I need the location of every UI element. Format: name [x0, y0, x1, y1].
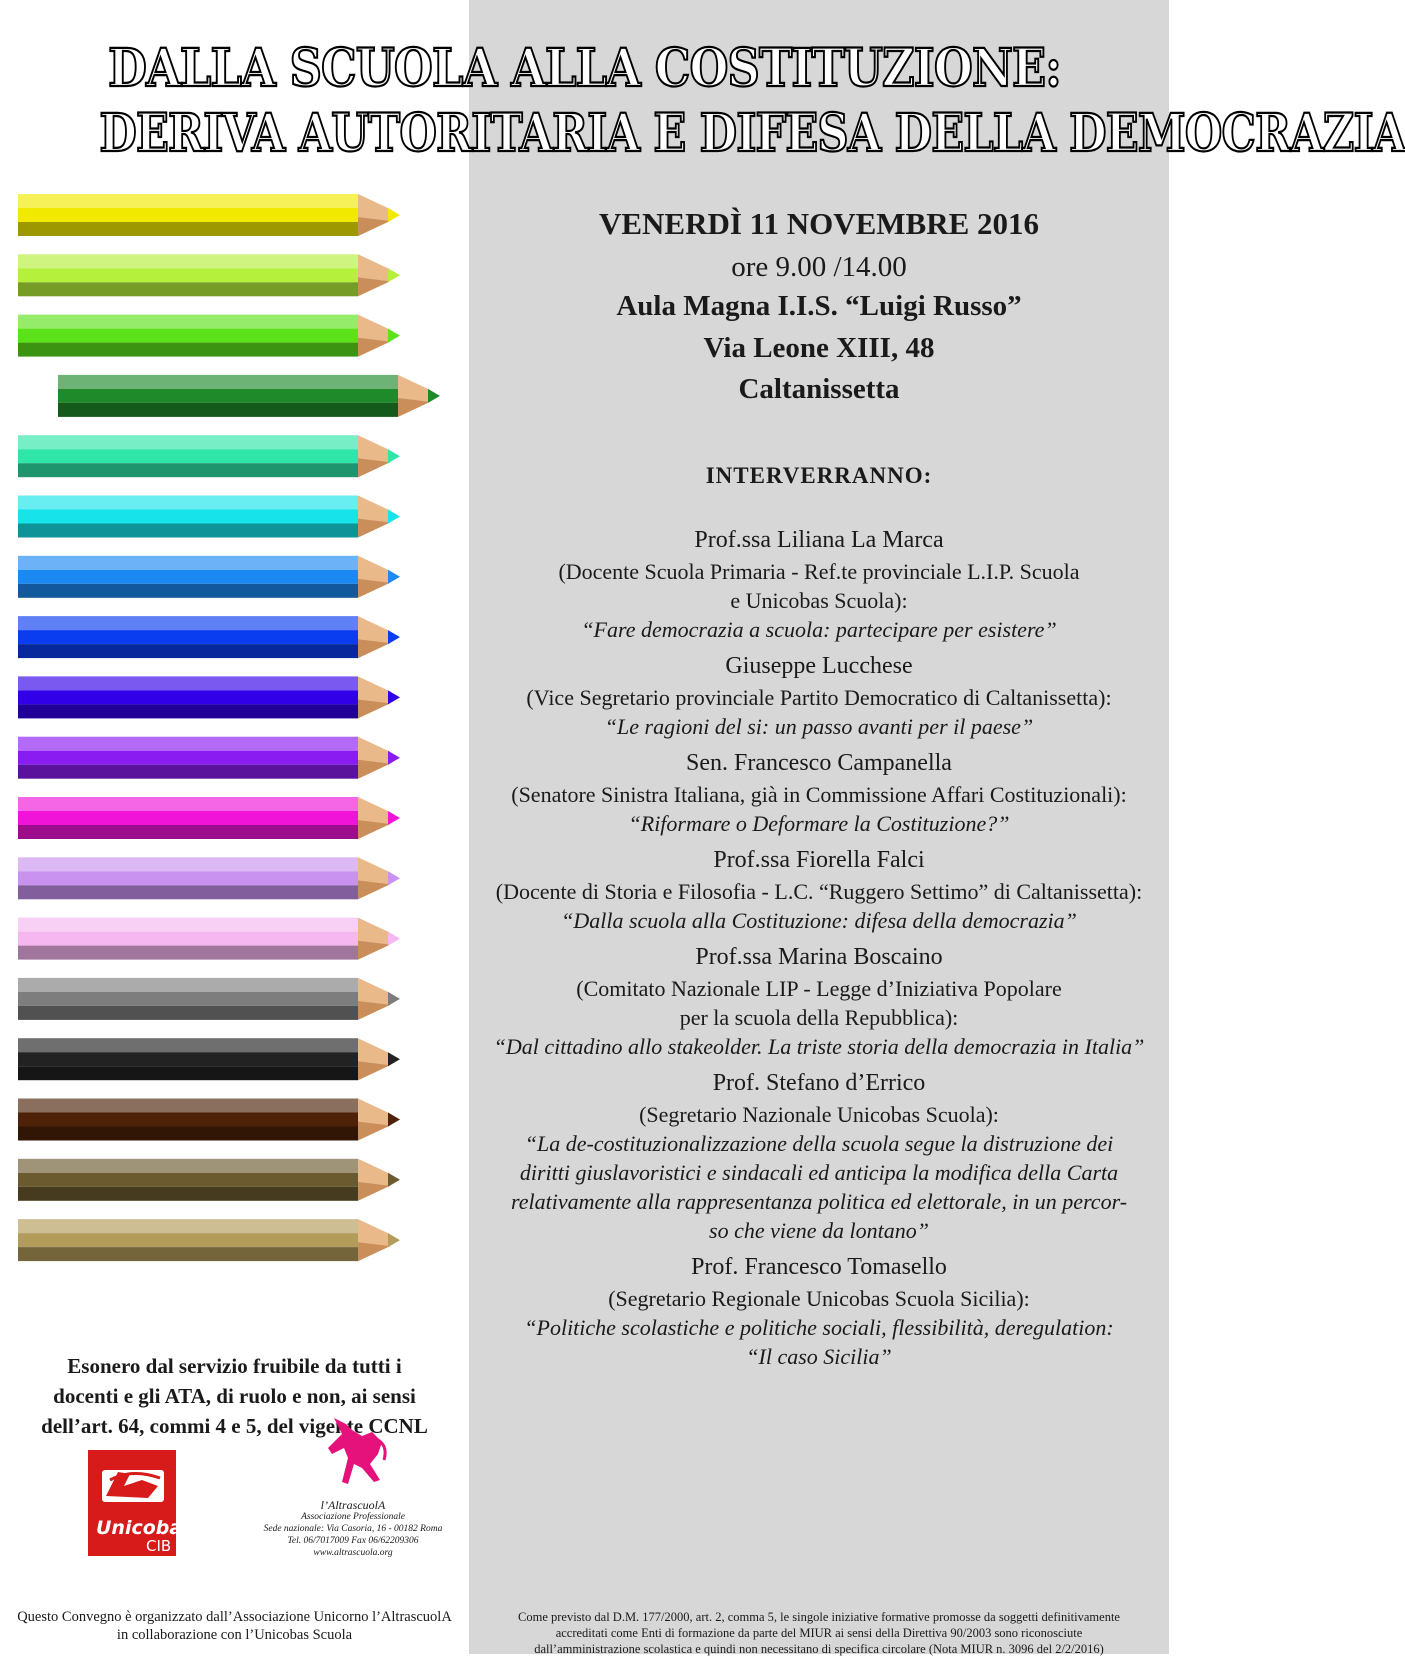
event-city: Caltanissetta — [738, 373, 900, 405]
pencil — [18, 616, 400, 658]
speaker-block — [469, 1067, 1169, 1245]
pencils-illustration — [0, 200, 469, 1350]
speaker-block — [469, 844, 1169, 935]
altrascuola-line: Sede nazionale: Via Casoria, 16 - 00182 Roma — [263, 1524, 443, 1534]
speaker-name: Prof.ssa Fiorella Falci — [713, 847, 925, 873]
speakers-list — [469, 524, 1169, 1377]
pencil — [18, 1219, 400, 1261]
pencil — [18, 918, 400, 960]
pencil — [18, 315, 400, 357]
unicobas-wordmark: Unicobas — [96, 1517, 194, 1539]
speaker-role: (Docente di Storia e Filosofia - L.C. “Ruggero Settimo” di Caltanissetta): — [495, 879, 1143, 904]
exemption-line: docenti e gli ATA, di ruolo e non, ai sensi — [53, 1384, 416, 1408]
event-venue: Aula Magna I.I.S. “Luigi Russo” — [616, 290, 1022, 322]
exemption-line: dell’art. 64, commi 4 e 5, del vigente CCNL — [41, 1414, 428, 1438]
poster-title-line1: DALLA SCUOLA ALLA COSTITUZIONE: — [108, 38, 1061, 99]
footnote-line: dall’amministrazione scolastica e quindi non necessitano di specifica circolare (Nota MIUR n. 3096 del 2/2/2016) — [534, 1642, 1104, 1656]
speaker-block — [469, 747, 1169, 838]
speaker-role: (Segretario Nazionale Unicobas Scuola): — [639, 1102, 999, 1127]
speaker-name: Prof. Stefano d’Errico — [712, 1070, 926, 1096]
speaker-talk-title: “Dalla scuola alla Costituzione: difesa della democrazia” — [561, 908, 1077, 933]
footnote-line: accreditati come Enti di formazione da parte del MIUR ai sensi della Direttiva 90/2003 sono riconosciute — [555, 1626, 1083, 1640]
legal-footnote — [469, 1609, 1169, 1657]
unicorn-icon — [322, 1410, 392, 1495]
footnote-line: Come previsto dal D.M. 177/2000, art. 2, comma 5, le singole iniziative formative promosse da soggetti definitivamente — [518, 1610, 1120, 1624]
speaker-role: (Docente Scuola Primaria - Ref.te provinciale L.I.P. Scuola — [558, 559, 1080, 584]
speaker-talk-title: “Riformare o Deformare la Costituzione?” — [628, 811, 1010, 836]
organizer-line: Questo Convegno è organizzato dall’Associazione Unicorno l’AltrascuolA — [17, 1609, 452, 1625]
event-address: Via Leone XIII, 48 — [703, 332, 935, 364]
poster-title-line2: DERIVA AUTORITARIA E DIFESA DELLA DEMOCRAZIA — [99, 103, 1405, 164]
speaker-talk-title: relativamente alla rappresentanza politica ed elettorale, in un percor- — [510, 1189, 1128, 1214]
pencil — [18, 797, 400, 839]
speaker-block — [469, 941, 1169, 1061]
altrascuola-line: Tel. 06/7017009 Fax 06/62209306 — [287, 1536, 419, 1546]
speaker-role: (Segretario Regionale Unicobas Scuola Sicilia): — [608, 1286, 1030, 1311]
pencil — [18, 1159, 400, 1201]
speaker-name: Sen. Francesco Campanella — [686, 750, 952, 776]
speaker-role: e Unicobas Scuola): — [730, 588, 908, 613]
speaker-talk-title: “Il caso Sicilia” — [746, 1344, 892, 1369]
unicobas-logo — [88, 1450, 194, 1556]
pencil — [18, 676, 400, 718]
speaker-block — [469, 650, 1169, 741]
speaker-talk-title: diritti giuslavoristici e sindacali ed anticipa la modifica della Carta — [519, 1160, 1119, 1185]
speaker-talk-title: “Fare democrazia a scuola: partecipare per esistere” — [581, 617, 1057, 642]
speakers-heading: INTERVERRANNO: — [705, 463, 933, 488]
pencil — [18, 1038, 400, 1080]
altrascuola-website: www.altrascuola.org — [313, 1548, 393, 1558]
speaker-name: Prof.ssa Marina Boscaino — [695, 944, 943, 970]
speaker-talk-title: “Le ragioni del si: un passo avanti per il paese” — [604, 714, 1034, 739]
speaker-name: Prof.ssa Liliana La Marca — [694, 527, 944, 553]
pencil — [18, 857, 400, 899]
pencil — [18, 556, 400, 598]
speaker-role: (Comitato Nazionale LIP - Legge d’Iniziativa Popolare — [576, 976, 1062, 1001]
speaker-talk-title: “Dal cittadino allo stakeolder. La triste storia della democrazia in Italia” — [493, 1034, 1145, 1059]
speaker-talk-title: “La de-costituzionalizzazione della scuola segue la distruzione dei — [524, 1131, 1114, 1156]
speaker-role: per la scuola della Repubblica): — [679, 1005, 959, 1030]
speaker-name: Prof. Francesco Tomasello — [691, 1254, 947, 1280]
organizer-line: in collaborazione con l’Unicobas Scuola — [116, 1627, 353, 1643]
speaker-role: (Vice Segretario provinciale Partito Democratico di Caltanissetta): — [526, 685, 1112, 710]
speaker-block — [469, 1251, 1169, 1371]
pencil — [18, 496, 400, 538]
event-time: ore 9.00 /14.00 — [731, 251, 907, 283]
unicobas-cib: CIB — [146, 1537, 172, 1555]
altrascuola-name: l’AltrascuolA — [320, 1498, 386, 1512]
pencil — [18, 978, 400, 1020]
event-date: VENERDÌ 11 NOVEMBRE 2016 — [598, 206, 1040, 241]
speaker-name: Giuseppe Lucchese — [725, 653, 913, 679]
speaker-talk-title: “Politiche scolastiche e politiche sociali, flessibilità, deregulation: — [524, 1315, 1114, 1340]
pencil — [18, 254, 400, 296]
speaker-block — [469, 524, 1169, 644]
speaker-role: (Senatore Sinistra Italiana, già in Commissione Affari Costituzionali): — [511, 782, 1127, 807]
altrascuola-line: Associazione Professionale — [301, 1512, 405, 1522]
pencil — [18, 1099, 400, 1141]
organizer-note — [0, 1608, 469, 1644]
pencil — [18, 435, 400, 477]
speaker-talk-title: so che viene da lontano” — [709, 1218, 929, 1243]
pencil — [18, 737, 400, 779]
pencil — [18, 194, 400, 236]
exemption-line: Esonero dal servizio fruibile da tutti i — [67, 1354, 402, 1378]
altrascuola-info — [243, 1499, 463, 1559]
pencil — [58, 375, 440, 417]
